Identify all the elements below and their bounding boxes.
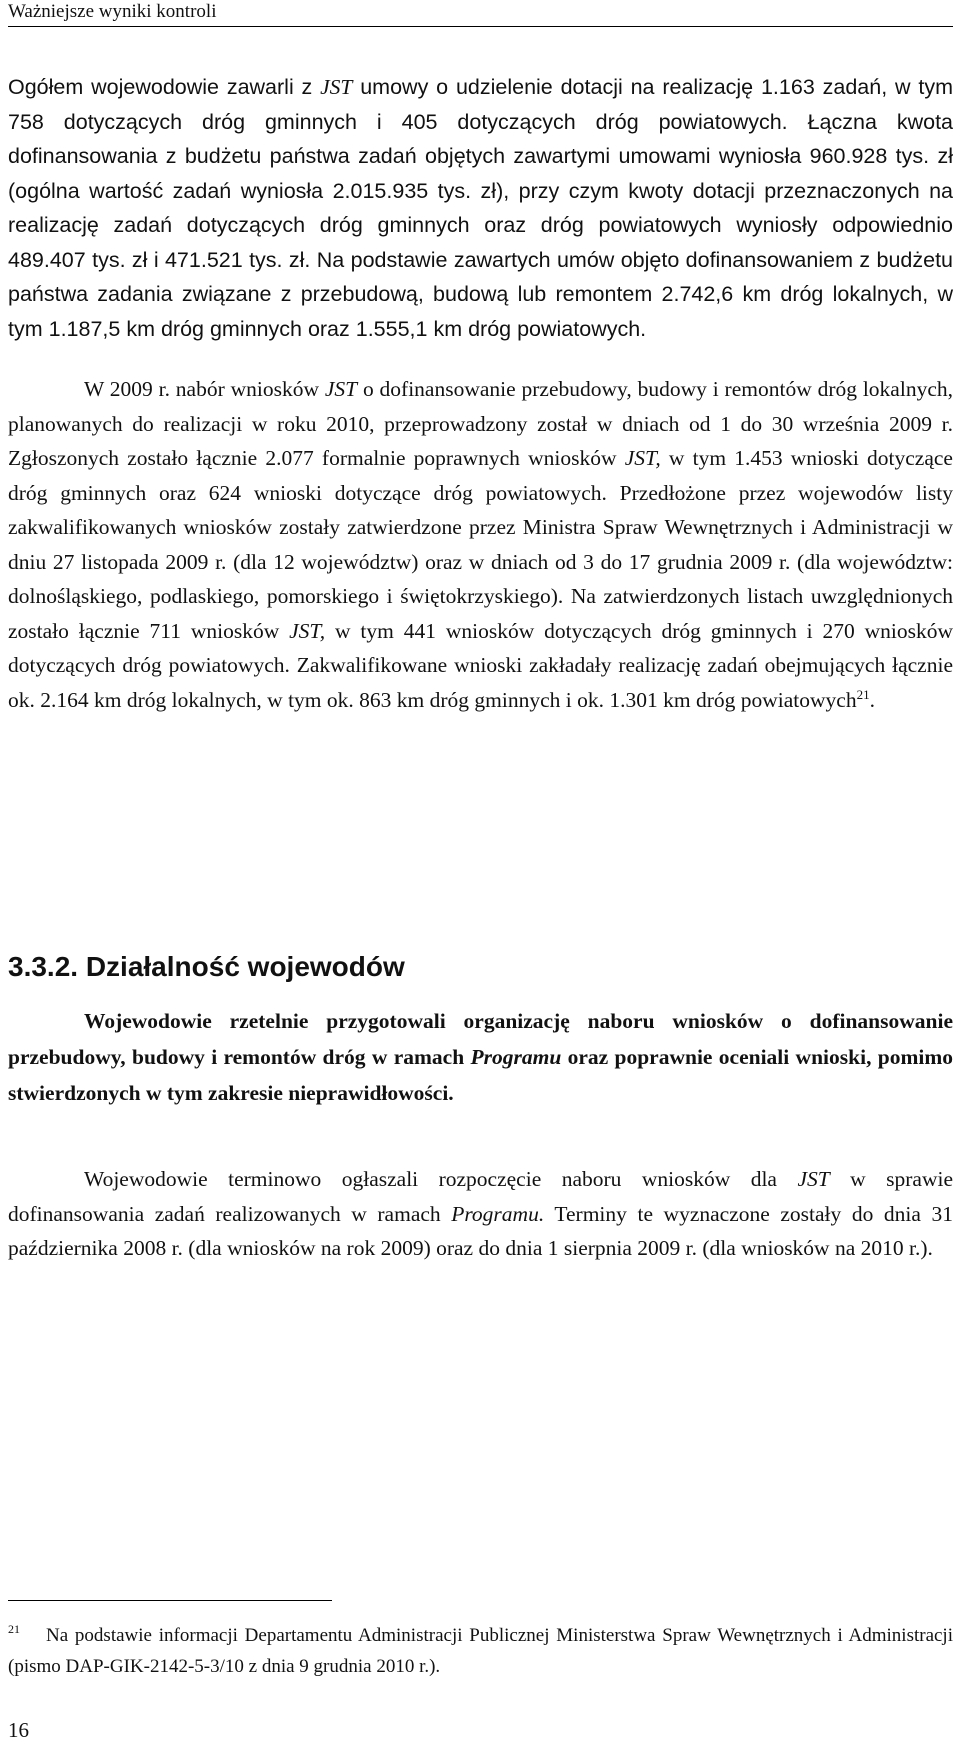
- paragraph-2-text-c: w tym 1.453 wnioski dotyczące dróg gminnych oraz 624 wnioski dotyczące dróg powiatowych. Przedłożone przez wojewodów listy zakwalifikowanych wniosków zostały zatwierdzone przez Ministra Spraw Wewnętrznych i Administracji w dniu 27 listopada 2009 r. (dla 12 województw) oraz w dniach od 3 do 17 grudnia 2009 r. (dla województw: dolnośląskiego, podlaskiego, pomorskiego i świętokrzyskiego). Na zatwierdzonych listach uwzględnionych zostało łącznie 711 wniosków: [8, 446, 953, 643]
- summary-text-a: Wojewodowie rzetelnie przygotowali organizację naboru wniosków o dofinansowanie przebudowy, budowy i remontów dróg w ramach: [8, 1009, 953, 1069]
- paragraph-2-jst-3: JST,: [289, 618, 326, 643]
- paragraph-3-text-b: w sprawie dofinansowania zadań realizowanych w ramach: [8, 1167, 953, 1226]
- running-header: [8, 0, 953, 27]
- paragraph-2: [8, 372, 953, 717]
- paragraph-2-text-b: o dofinansowanie przebudowy, budowy i remontów dróg lokalnych, planowanych do realizacji w roku 2010, przeprowadzony został w dniach od 1 do 30 września 2009 r. Zgłoszonych zostało łącznie 2.077 formalnie poprawnych wniosków: [8, 377, 953, 470]
- paragraph-3-text-c: Terminy te wyznaczone zostały do dnia 31 października 2008 r. (dla wniosków na rok 2009) oraz do dnia 1 sierpnia 2009 r. (dla wniosków na 2010 r.).: [8, 1201, 953, 1260]
- footnote-divider: [8, 1600, 332, 1601]
- summary-programu: Programu: [470, 1045, 562, 1069]
- paragraph-1: [8, 70, 953, 346]
- paragraph-3-text-a: Wojewodowie terminowo ogłaszali rozpoczęcie naboru wniosków dla: [84, 1167, 798, 1191]
- paragraph-3-programu: Programu.: [451, 1201, 545, 1226]
- running-header-title: Ważniejsze wyniki kontroli: [8, 1, 217, 22]
- section-heading: 3.3.2. Działalność wojewodów: [8, 951, 405, 982]
- paragraph-2-jst-1: JST: [324, 377, 358, 401]
- page-number: 16: [8, 1718, 29, 1742]
- paragraph-1-jst: JST: [320, 75, 353, 99]
- paragraph-1-text-a: Ogółem wojewodowie zawarli z: [8, 75, 321, 99]
- summary-paragraph: [8, 1003, 953, 1111]
- paragraph-3: [8, 1162, 953, 1266]
- paragraph-2-jst-2: JST,: [624, 446, 661, 470]
- footnote-text: Na podstawie informacji Departamentu Administracji Publicznej Ministerstwa Spraw Wewnętrznych i Administracji (pismo DAP-GIK-2142-5-3/10 z dnia 9 grudnia 2010 r.).: [8, 1625, 953, 1677]
- footnote-reference[interactable]: 21: [856, 686, 870, 702]
- paragraph-2-end: .: [869, 687, 875, 712]
- paragraph-1-text-b: umowy o udzielenie dotacji na realizację 1.163 zadań, w tym 758 dotyczących dróg gminnych i 405 dotyczących dróg powiatowych. Łączna kwota dofinansowania z budżetu państwa zadań objętych zawartymi umowami wyniosła 960.928 tys. zł (ogólna wartość zadań wyniosła 2.015.935 tys. zł), przy czym kwoty dotacji przeznaczonych na realizację zadań dotyczących dróg gminnych oraz dróg powiatowych wyniosły odpowiednio 489.407 tys. zł i 471.521 tys. zł. Na podstawie zawartych umów objęto dofinansowaniem z budżetu państwa zadania związane z przebudową, budową lub remontem 2.742,6 km dróg lokalnych, w tym 1.187,5 km dróg gminnych oraz 1.555,1 km dróg powiatowych.: [8, 75, 953, 341]
- paragraph-2-text-a: W 2009 r. nabór wniosków: [84, 377, 325, 401]
- footnote: [8, 1614, 953, 1682]
- paragraph-2-text-d: w tym 441 wniosków dotyczących dróg gminnych i 270 wniosków dotyczących dróg powiatowych. Zakwalifikowane wnioski zakładały realizację zadań obejmujących łącznie ok. 2.164 km dróg lokalnych, w tym ok. 863 km dróg gminnych i ok. 1.301 km dróg powiatowych: [8, 618, 953, 712]
- footnote-number: 21: [8, 1622, 20, 1636]
- paragraph-3-jst: JST: [797, 1167, 830, 1191]
- summary-text-b: oraz poprawnie oceniali wnioski, pomimo stwierdzonych w tym zakresie nieprawidłowości.: [8, 1045, 954, 1105]
